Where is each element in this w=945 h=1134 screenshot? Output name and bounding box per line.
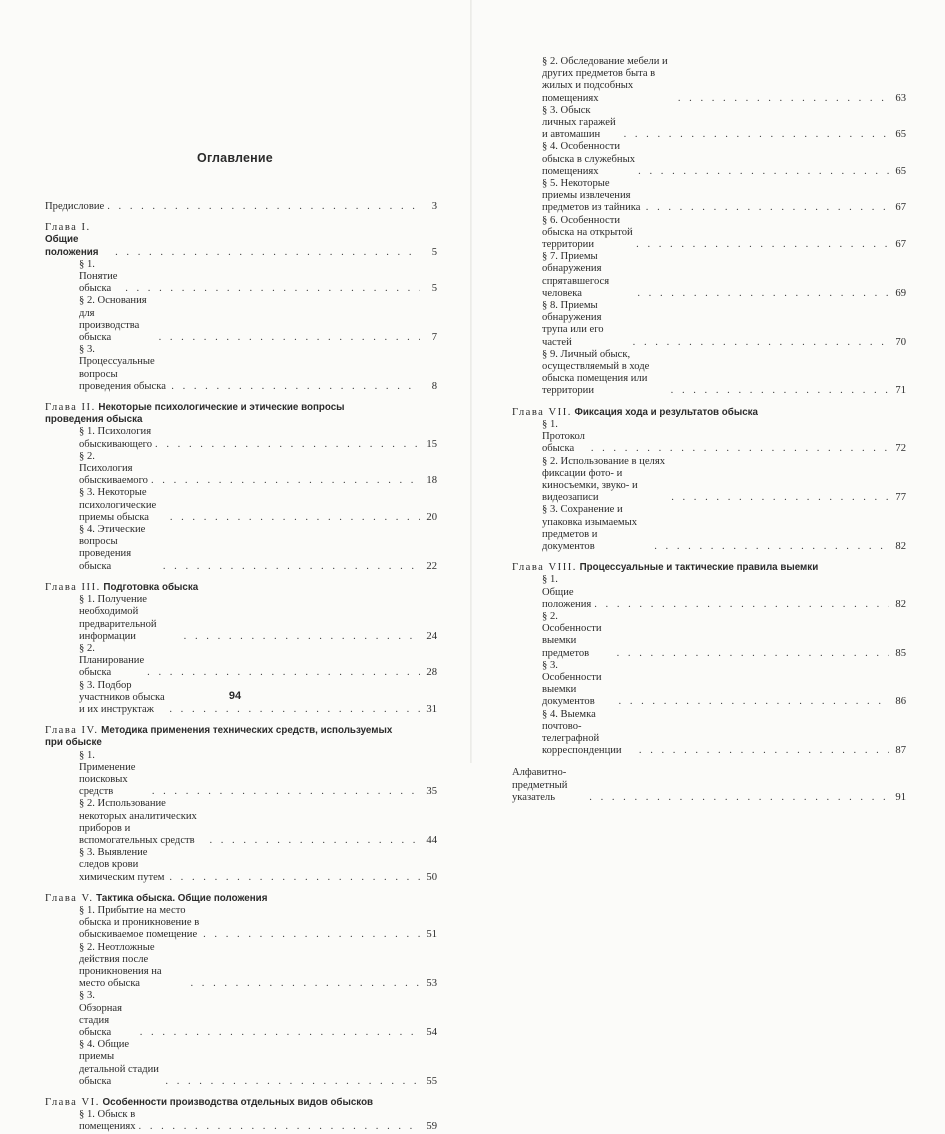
page-number: 94	[228, 690, 242, 702]
chapter-label: Глава III.	[45, 581, 101, 593]
chapter-label: Глава IV.	[45, 725, 99, 737]
toc-section-entry: § 1. Прибытие на место обыска и проникновение в обыскиваемое помещение . . . 51	[45, 905, 437, 942]
toc-section-entry: § 2. Психология обыскиваемого . . . 18	[45, 451, 437, 488]
toc-chapter-heading	[45, 1097, 437, 1109]
toc-section-entry: § 2. Использование в целях фиксации фото- и киносъемки, звуко- и видеозаписи . . . 77	[512, 456, 906, 505]
toc-section-entry: § 2. Особенности выемки предметов . . . 85	[512, 611, 906, 660]
chapter-title: Фиксация хода и результатов обыска	[574, 406, 759, 418]
toc-section-entry: § 7. Приемы обнаружения спрятавшегося человека . . . 69	[512, 251, 906, 300]
toc-section-entry: § 1. Получение необходимой предварительной информации . . . 24	[45, 594, 437, 643]
toc-section-entry: § 3. Некоторые психологические приемы обыска . . . 20	[45, 487, 437, 524]
chapter-title: Тактика обыска. Общие положения	[96, 892, 268, 904]
toc-section-entry: § 4. Этические вопросы проведения обыска . . . 22	[45, 524, 437, 573]
left-page	[0, 0, 470, 1133]
toc-left	[45, 201, 437, 1134]
left-chapter-list	[45, 222, 437, 1133]
chapter-label: Глава I.	[45, 222, 91, 234]
toc-section-entry: § 3. Подбор участников обыска и их инструктаж . . . 31	[45, 680, 437, 717]
toc-chapter-heading	[45, 893, 437, 905]
chapter-title: Общие положения	[45, 234, 99, 258]
toc-section-entry: § 5. Некоторые приемы извлечения предметов из тайника . . . 67	[512, 178, 906, 215]
toc-section-entry: § 1. Протокол обыска . . . 72	[512, 419, 906, 456]
continued-section-list	[512, 56, 906, 398]
toc-section-entry: § 4. Общие приемы детальной стадии обыска . . . 55	[45, 1039, 437, 1088]
toc-section-entry: § 2. Использование некоторых аналитических приборов и вспомогательных средств . . . 44	[45, 798, 437, 847]
toc-section-entry: § 2. Неотложные действия после проникновения на место обыска . . . 53	[45, 942, 437, 991]
toc-chapter-heading	[45, 402, 437, 426]
toc-chapter-heading: Глава I. Общие положения . . . 5	[45, 222, 437, 259]
toc-section-entry: § 2. Основания для производства обыска . . . 7	[45, 295, 437, 344]
toc-section-entry: § 1. Обыск в помещениях . . . 59	[45, 1109, 437, 1133]
toc-section-entry: § 9. Личный обыск, осуществляемый в ходе обыска помещения или территории . . . 71	[512, 349, 906, 398]
toc-section-entry: § 4. Особенности обыска в служебных помещениях . . . 65	[512, 141, 906, 178]
toc-section-entry: § 3. Особенности выемки документов . . . 86	[512, 660, 906, 709]
toc-section-entry: § 2. Планирование обыска . . . 28	[45, 643, 437, 680]
toc-section-entry: § 2. Обследование мебели и других предметов быта в жилых и подсобных помещениях . . . 63	[512, 56, 906, 105]
toc-section-entry: § 3. Обзорная стадия обыска . . . 54	[45, 990, 437, 1039]
chapter-title: Некоторые психологические и этические вопросы проведения обыска	[45, 402, 345, 426]
toc-title: Оглавление	[197, 151, 273, 165]
chapter-label: Глава II.	[45, 402, 96, 414]
toc-entry-preface: Предисловие . . . 3	[45, 201, 437, 213]
toc-section-entry: § 6. Особенности обыска на открытой территории . . . 67	[512, 215, 906, 252]
toc-section-entry: § 3. Сохранение и упаковка изымаемых предметов и документов . . . 82	[512, 504, 906, 553]
right-page	[472, 0, 945, 803]
toc-right	[512, 56, 906, 804]
toc-section-entry: § 1. Общие положения . . . 82	[512, 574, 906, 611]
toc-chapter-heading	[45, 725, 437, 749]
toc-section-entry: § 1. Применение поисковых средств . . . 35	[45, 750, 437, 799]
chapter-label: Глава VI.	[45, 1097, 100, 1109]
toc-section-entry: § 1. Психология обыскивающего . . . 15	[45, 426, 437, 450]
chapter-label: Глава V.	[45, 892, 94, 904]
right-chapter-list	[512, 407, 906, 758]
toc-chapter-heading	[45, 582, 437, 594]
toc-entry-index: Алфавитно-предметный указатель . . . 91	[512, 767, 906, 804]
toc-section-entry: § 8. Приемы обнаружения трупа или его частей . . . 70	[512, 300, 906, 349]
toc-chapter-heading	[512, 562, 906, 574]
chapter-title: Особенности производства отдельных видов обысков	[102, 1097, 374, 1109]
toc-section-entry: § 3. Обыск личных гаражей и автомашин . . . 65	[512, 105, 906, 142]
toc-chapter-heading	[512, 407, 906, 419]
chapter-title: Методика применения технических средств, используемых при обыске	[45, 725, 393, 749]
toc-section-entry: § 4. Выемка почтово-телеграфной корреспонденции . . . 87	[512, 709, 906, 758]
chapter-label: Глава VIII.	[512, 562, 577, 574]
toc-section-entry: § 1. Понятие обыска . . . 5	[45, 259, 437, 296]
chapter-label: Глава VII.	[512, 406, 572, 418]
chapter-title: Процессуальные и тактические правила выемки	[579, 562, 819, 574]
toc-section-entry: § 3. Процессуальные вопросы проведения обыска . . . 8	[45, 344, 437, 393]
toc-section-entry: § 3. Выявление следов крови химическим путем . . . 50	[45, 847, 437, 884]
chapter-title: Подготовка обыска	[103, 581, 199, 593]
